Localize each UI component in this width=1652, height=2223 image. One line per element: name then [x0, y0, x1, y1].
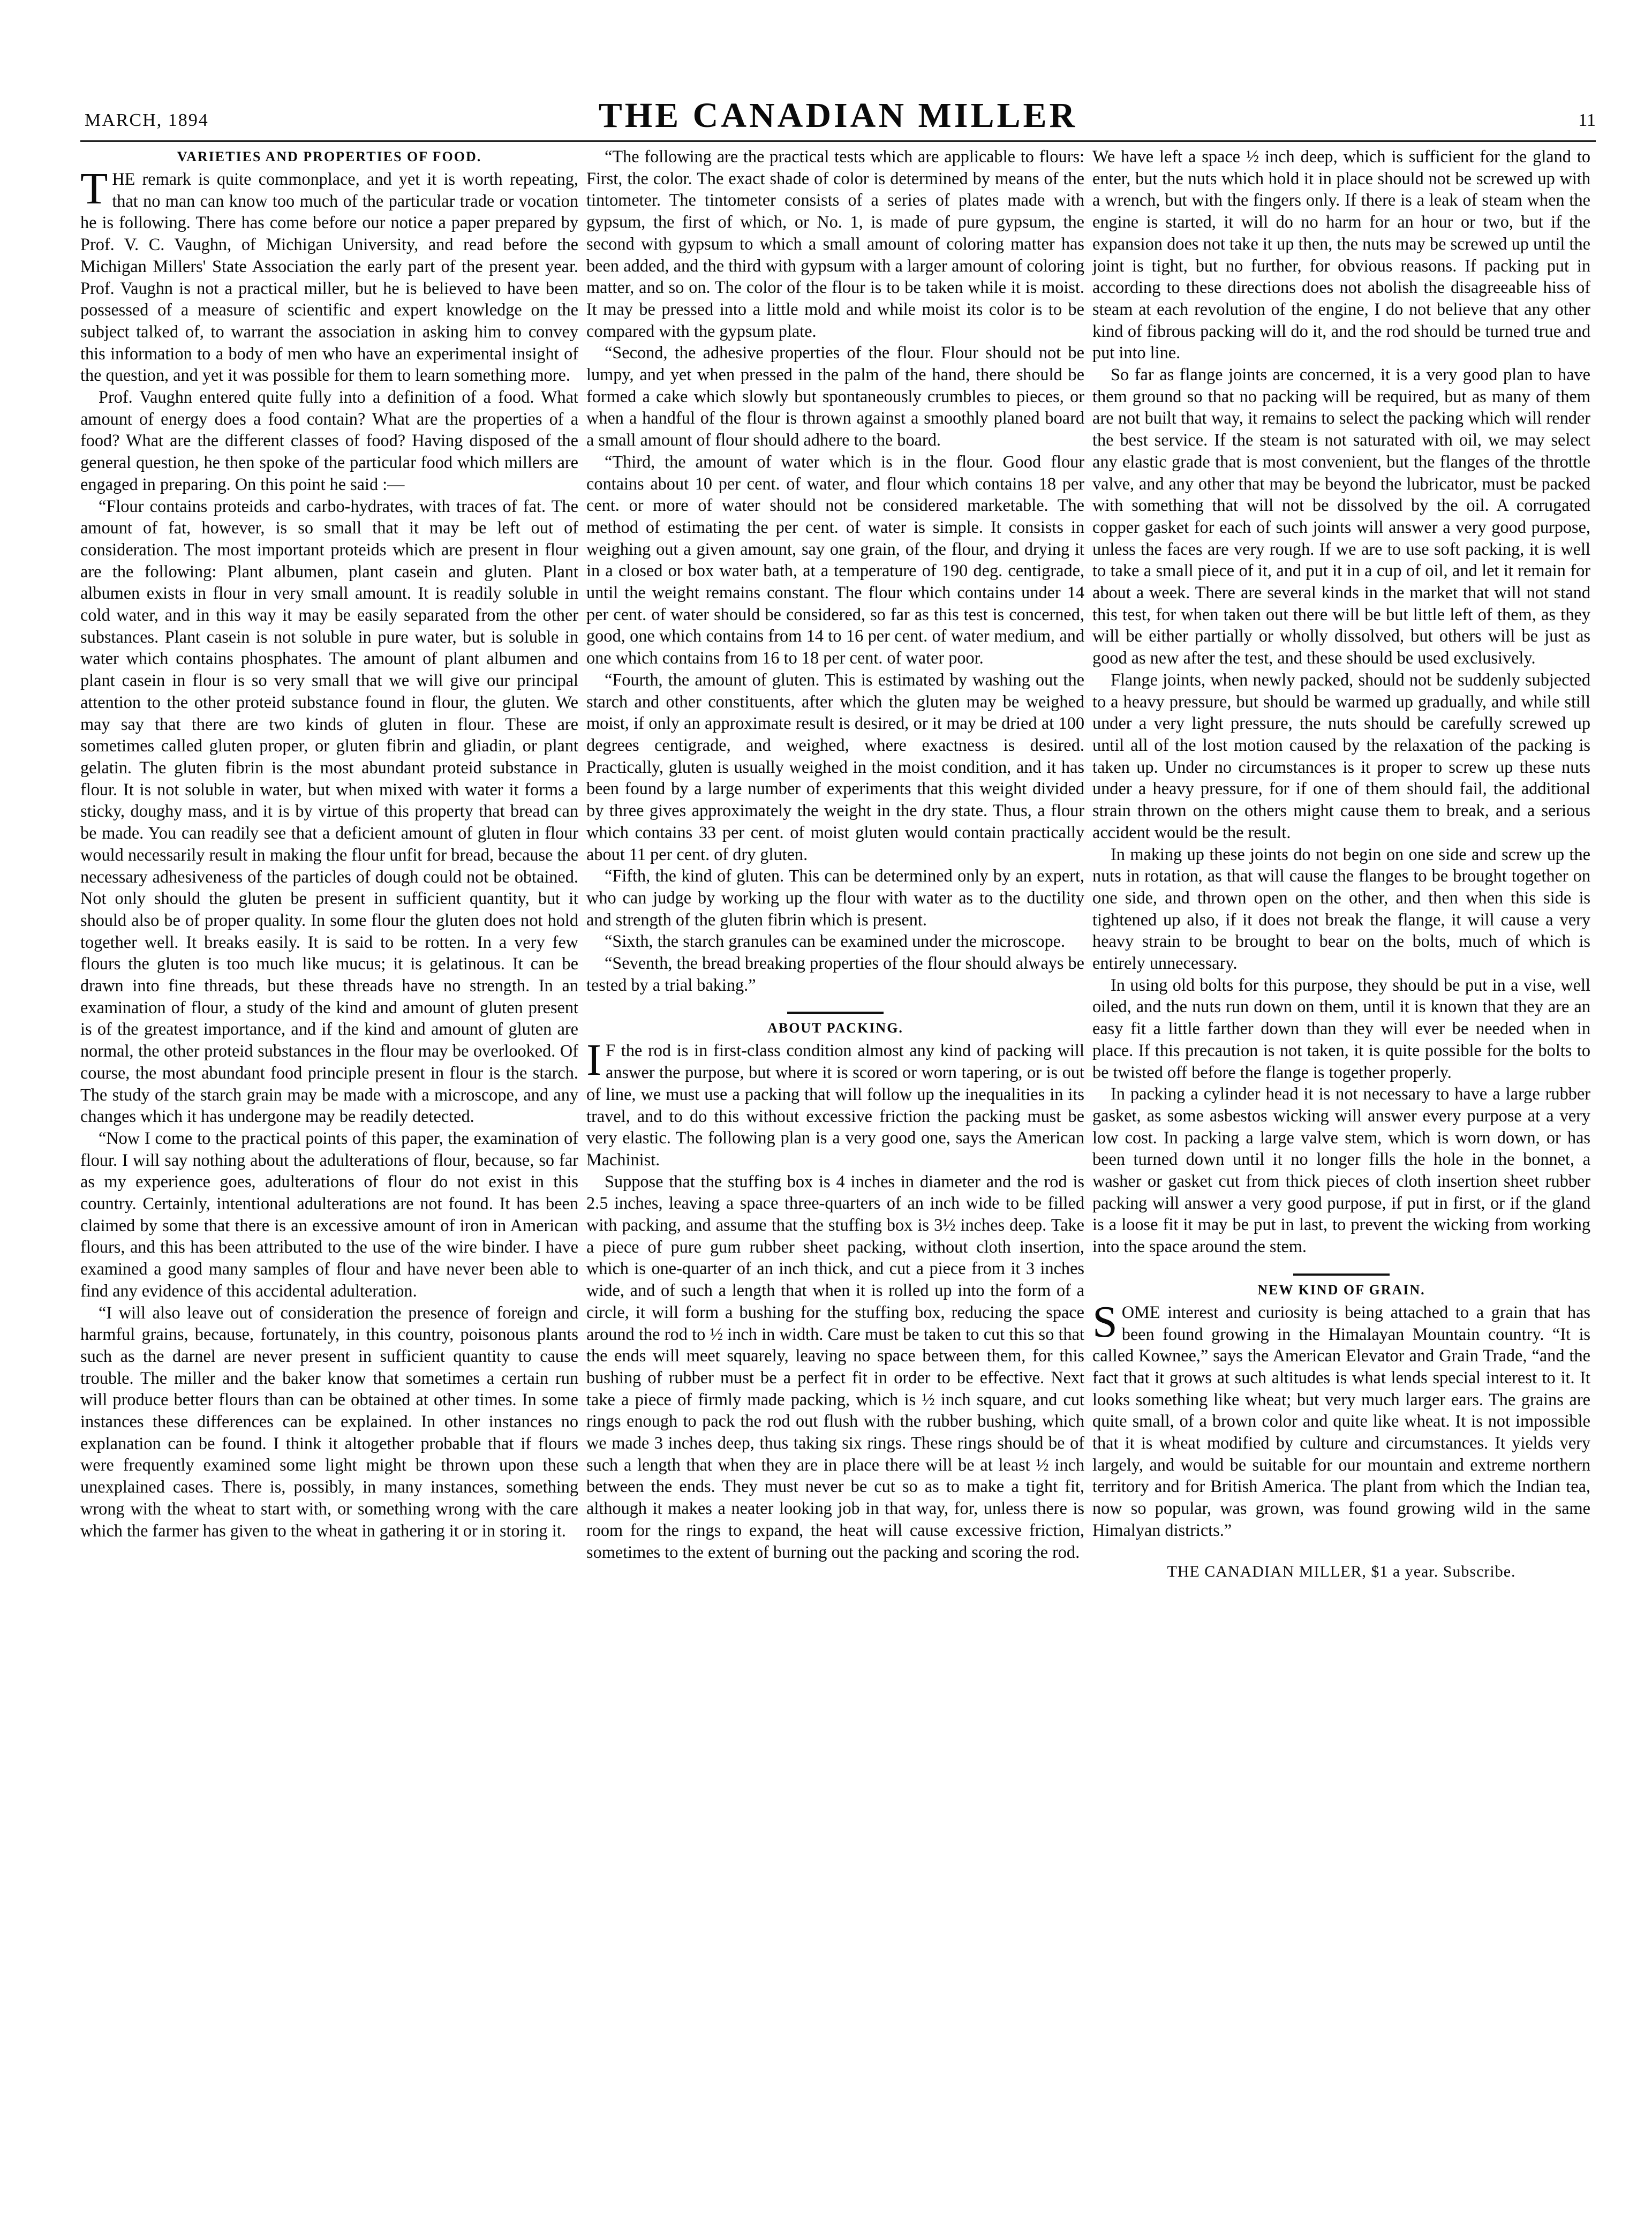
article-paragraph: In packing a cylinder head it is not necessary to have a large rubber gasket, as some asbestos wicking will answer every purpose at a very low cost. In packing a large valve stem, which is worn down, or has been turned down until it no longer fills the hole in the bonnet, a washer or gasket cut from thick pieces of cloth insertion sheet rubber packing will answer a very good purpose, if put in first, or if the gland is a loose fit it may be put in last, to prevent the wicking from working into the space around the stem.	[1092, 1084, 1590, 1256]
article-paragraph: I F the rod is in first-class condition almost any kind of packing will answer the purpose, but where it is scored or worn tapering, or is out of line, we must use a packing that will follow up the inequalities in its travel, and to do this without excessive friction the packing must be very elastic. The following plan is a very good one, says the American Machinist.	[586, 1035, 1084, 1169]
article-paragraph: “Flour contains proteids and carbo-hydrates, with traces of fat. The amount of fat, however, is so small that it may be left out of consideration. The most important proteids which are present in flour are the following: Plant albumen, plant casein and gluten. Plant albumen exists in flour in very small amount. It is readily soluble in cold water, and in this way it may be easily separated from the other substances. Plant casein is not soluble in pure water, but is soluble in water which contains phosphates. The amount of plant albumen and plant casein in flour is so very small that we will give our principal attention to the other proteid substance found in flour, the gluten. We may say that there are two kinds of gluten in flour. These are sometimes called gluten proper, or gluten fibrin and gliadin, or plant gelatin. The gluten fibrin is the most abundant proteid substance in flour. It is not soluble in water, but when mixed with water it forms a sticky, doughy mass, and it is by virtue of this property that bread can be made. You can readily see that a deficient amount of gluten in flour would necessarily result in making the flour unfit for bread, because the necessary adhesiveness of the particles of dough could not be obtained. Not only should the gluten be present in sufficient quantity, but it should also be of proper quality. In some flour the gluten does not hold together well. It breaks easily. It is said to be rotten. In a very few flours the gluten is too much like mucus; it is gelatinous. It can be drawn into fine threads, but these threads have no strength. In an examination of flour, a study of the kind and amount of gluten present is of the greatest importance, and if the kind and amount of gluten are normal, the other proteid substances in the flour may be overlooked. Of course, the most abundant food principle present in flour is the starch. The study of the starch grain may be made with a microscope, and any changes which it has undergone may be readily detected.	[80, 496, 578, 1126]
article-paragraph: Suppose that the stuffing box is 4 inches in diameter and the rod is 2.5 inches, leaving a space three-quarters of an inch wide to be filled with packing, and assume that the stuffing box is 3½ inches deep. Take a piece of pure gum rubber sheet packing, without cloth insertion, which is one-quarter of an inch thick, and cut a piece from it 3 inches wide, and of such a length that when it is rolled up into the form of a circle, it will form a bushing for the stuffing box, reducing the space around the rod to ½ inch in width. Care must be taken to cut this so that the ends will meet squarely, leaving no space between them, for this bushing of rubber must be a perfect fit in order to be effective. Next take a piece of firmly made packing, which is ½ inch square, and cut rings enough to pack the rod out flush with the rubber bushing, which we made 3 inches deep, thus taking six rings. These rings should be of such a length that when they are in place there will be at least ½ inch between the ends. They must never be cut so as to make a tight fit, although it makes a neater looking job in that way, for, unless there is room for the rings to expand, the heat will cause excessive friction, sometimes to the extent of burning out the packing and scoring the rod.	[586, 1171, 1084, 1562]
article-paragraph: “Now I come to the practical points of this paper, the examination of flour. I will say nothing about the adulterations of flour, because, so far as my experience goes, adulterations of flour do not exist in this country. Certainly, intentional adulterations are not found. It has been claimed by some that there is an excessive amount of iron in American flours, and this has been attributed to the use of the wire binder. I have examined a good many samples of flour and have never been able to find any evidence of this accidental adulteration.	[80, 1128, 578, 1300]
column-2	[586, 146, 1084, 1563]
article-paragraph: THE remark is quite commonplace, and yet it is worth repeating, that no man can know too much of the particular trade or vocation he is following. There has come before our notice a paper prepared by Prof. V. C. Vaughn, of Michigan University, and read before the Michigan Millers' State Association the early part of the present year. Prof. Vaughn is not a practical miller, but he is believed to have been possessed of a measure of scientific and expert knowledge on the subject talked of, to warrant the association in asking him to convey this information to a body of men who have an experimental insight of the question, and yet it was possible for them to learn something more.	[80, 164, 578, 385]
subscription-note: THE CANADIAN MILLER, $1 a year. Subscribe.	[1167, 1562, 1516, 1580]
section-rule	[787, 1012, 884, 1014]
article-paragraph: Prof. Vaughn entered quite fully into a definition of a food. What amount of energy does a food contain? What are the properties of a food? What are the different classes of food? Having disposed of the general question, he then spoke of the particular food which millers are engaged in preparing. On this point he said :—	[80, 387, 578, 494]
article-heading-varieties: VARIETIES AND PROPERTIES OF FOOD.	[177, 149, 482, 164]
article-paragraph: “The following are the practical tests which are applicable to flours: First, the color. The exact shade of color is determined by means of the tintometer. The tintometer consists of a series of plates made with gypsum, the first of which, or No. 1, is made of pure gypsum, the second with gypsum to which a small amount of coloring matter has been added, and the third with gypsum with a larger amount of coloring matter, and so on. The color of the flour is to be taken while it is moist. It may be pressed into a little mold and while moist its color is to be compared with the gypsum plate.	[586, 147, 1084, 341]
article-paragraph: “Third, the amount of water which is in the flour. Good flour contains about 10 per cent. of water, and flour which contains 18 per cent. or more of water should not be considered marketable. The method of estimating the per cent. of water is simple. It consists in weighing out a given amount, say one grain, of the flour, and drying it in a closed or box water bath, at a temperature of 190 deg. centigrade, until the weight remains constant. The flour which contains under 14 per cent. of water should be considered, so far as this test is concerned, good, one which contains from 14 to 16 per cent. of water medium, and one which contains from 16 to 18 per cent. of water poor.	[586, 451, 1084, 668]
article-paragraph: “Second, the adhesive properties of the flour. Flour should not be lumpy, and yet when pressed in the palm of the hand, there should be formed a cake which slowly but spontaneously crumbles to pieces, or when a handful of the flour is thrown against a smoothly planed board a small amount of flour should adhere to the board.	[586, 343, 1084, 450]
article-paragraph: “Seventh, the bread breaking properties of the flour should always be tested by a trial baking.”	[586, 953, 1084, 994]
article-paragraph: In making up these joints do not begin on one side and screw up the nuts in rotation, as that will cause the flanges to be brought together on one side, and thrown open on the other, and then when this side is tightened up also, if it does not break the flange, it will cause a very heavy strain to be brought to bear on the bolts, much of which is entirely unnecessary.	[1092, 844, 1590, 973]
drop-cap: T	[80, 164, 108, 214]
drop-cap: S	[1092, 1297, 1118, 1347]
article-paragraph: We have left a space ½ inch deep, which is sufficient for the gland to enter, but the nuts which hold it in place should not be screwed up with a wrench, but with the fingers only. If there is a leak of steam when the engine is started, it will do no harm for an hour or two, but if the expansion does not take it up then, the nuts may be screwed up until the joint is tight, but no further, for obvious reasons. If packing put in according to these directions does not abolish the disagreeable hiss of steam at each revolution of the engine, I do not believe that any other kind of fibrous packing will do it, and the rod should be turned true and put into line.	[1092, 147, 1590, 363]
article-paragraph: “Fourth, the amount of gluten. This is estimated by washing out the starch and other constituents, after which the gluten may be weighed moist, if only an approximate result is desired, or it may be dried at 100 degrees centigrade, and weighed, where exactness is desired. Practically, gluten is usually weighed in the moist condition, and it has been found by a large number of experiments that this weight divided by three gives approximately the weight in the dry state. Thus, a flour which contains 33 per cent. of moist gluten would contain practically about 11 per cent. of dry gluten.	[586, 669, 1084, 864]
section-rule	[1293, 1273, 1390, 1276]
page-header	[80, 95, 1596, 144]
masthead-title: THE CANADIAN MILLER	[598, 96, 1078, 135]
article-paragraph: “Fifth, the kind of gluten. This can be determined only by an expert, who can judge by working up the flour with water as to the ductility and strength of the gluten fibrin which is present.	[586, 866, 1084, 929]
article-paragraph: So far as flange joints are concerned, it is a very good plan to have them ground so that no packing will be required, but as many of them are not built that way, it remains to select the packing which will render the best service. If the steam is not saturated with oil, we may select any elastic grade that is most convenient, but the flanges of the throttle valve, and any other that may be beyond the lubricator, must be packed with something that will not be dissolved by the oil. A corrugated copper gasket for each of such joints will answer a very good purpose, unless the faces are very rough. If we are to use soft packing, it is well to take a small piece of it, and put it in a cup of oil, and let it remain for about a week. There are several kinds in the market that will not stand this test, for when taken out there will be but little left of them, as they will be either partially or wholly dissolved, but others will be just as good as new after the test, and these should be used exclusively.	[1092, 365, 1590, 668]
article-paragraph: Flange joints, when newly packed, should not be suddenly subjected to a heavy pressure, but should be warmed up gradually, and while still under a very light pressure, the nuts should be carefully screwed up until all of the lost motion caused by the relaxation of the packing is taken up. Under no circumstances is it proper to screw up these nuts under a heavy pressure, for if one of them should fail, the additional strain thrown on the others might cause them to break, and a serious accident would be the result.	[1092, 669, 1590, 842]
article-paragraph: SOME interest and curiosity is being attached to a grain that has been found growing in the Himalayan Mountain country. “It is called Kownee,” says the American Elevator and Grain Trade, “and the fact that it grows at such altitudes is what lends special interest to it. It looks something like wheat; but very much larger ears. The grains are quite small, of a brown color and quite like wheat. It is not impossible that it is wheat modified by culture and circumstances. It yields very largely, and would be suitable for our mountain and extreme northern territory and for British America. The plant from which the Indian tea, now so popular, was grown, was found growing wild in the same Himalyan districts.”	[1092, 1297, 1590, 1540]
drop-cap: I	[586, 1035, 601, 1086]
article-paragraph: “Sixth, the starch granules can be examined under the microscope.	[605, 931, 1066, 951]
column-1	[80, 146, 578, 1541]
article-heading-grain: NEW KIND OF GRAIN.	[1257, 1282, 1425, 1298]
page-number: 11	[1578, 110, 1596, 130]
header-rule	[80, 140, 1596, 142]
column-3	[1092, 146, 1590, 1581]
article-paragraph: In using old bolts for this purpose, they should be put in a vise, well oiled, and the nuts run down on them, until it is known that they are an easy fit a little farther down than they will ever be needed when in place. If this precaution is not taken, it is quite possible for the bolts to be twisted off before the flange is together properly.	[1092, 975, 1590, 1082]
article-paragraph: “I will also leave out of consideration the presence of foreign and harmful grains, because, fortunately, in this country, poisonous plants such as the darnel are never present in sufficient quantity to cause trouble. The miller and the baker know that sometimes a certain run will produce better flours than can be obtained at other times. In some instances these differences can be explained. In other instances no explanation can be found. I think it altogether probable that if flours were frequently examined some light might be thrown upon these unexplained cases. There is, possibly, in many instances, something wrong with the wheat to start with, or something wrong with the care which the farmer has given to the wheat in gathering it or in storing it.	[80, 1302, 578, 1540]
issue-date: MARCH, 1894	[85, 110, 209, 130]
article-heading-packing: ABOUT PACKING.	[767, 1020, 903, 1036]
